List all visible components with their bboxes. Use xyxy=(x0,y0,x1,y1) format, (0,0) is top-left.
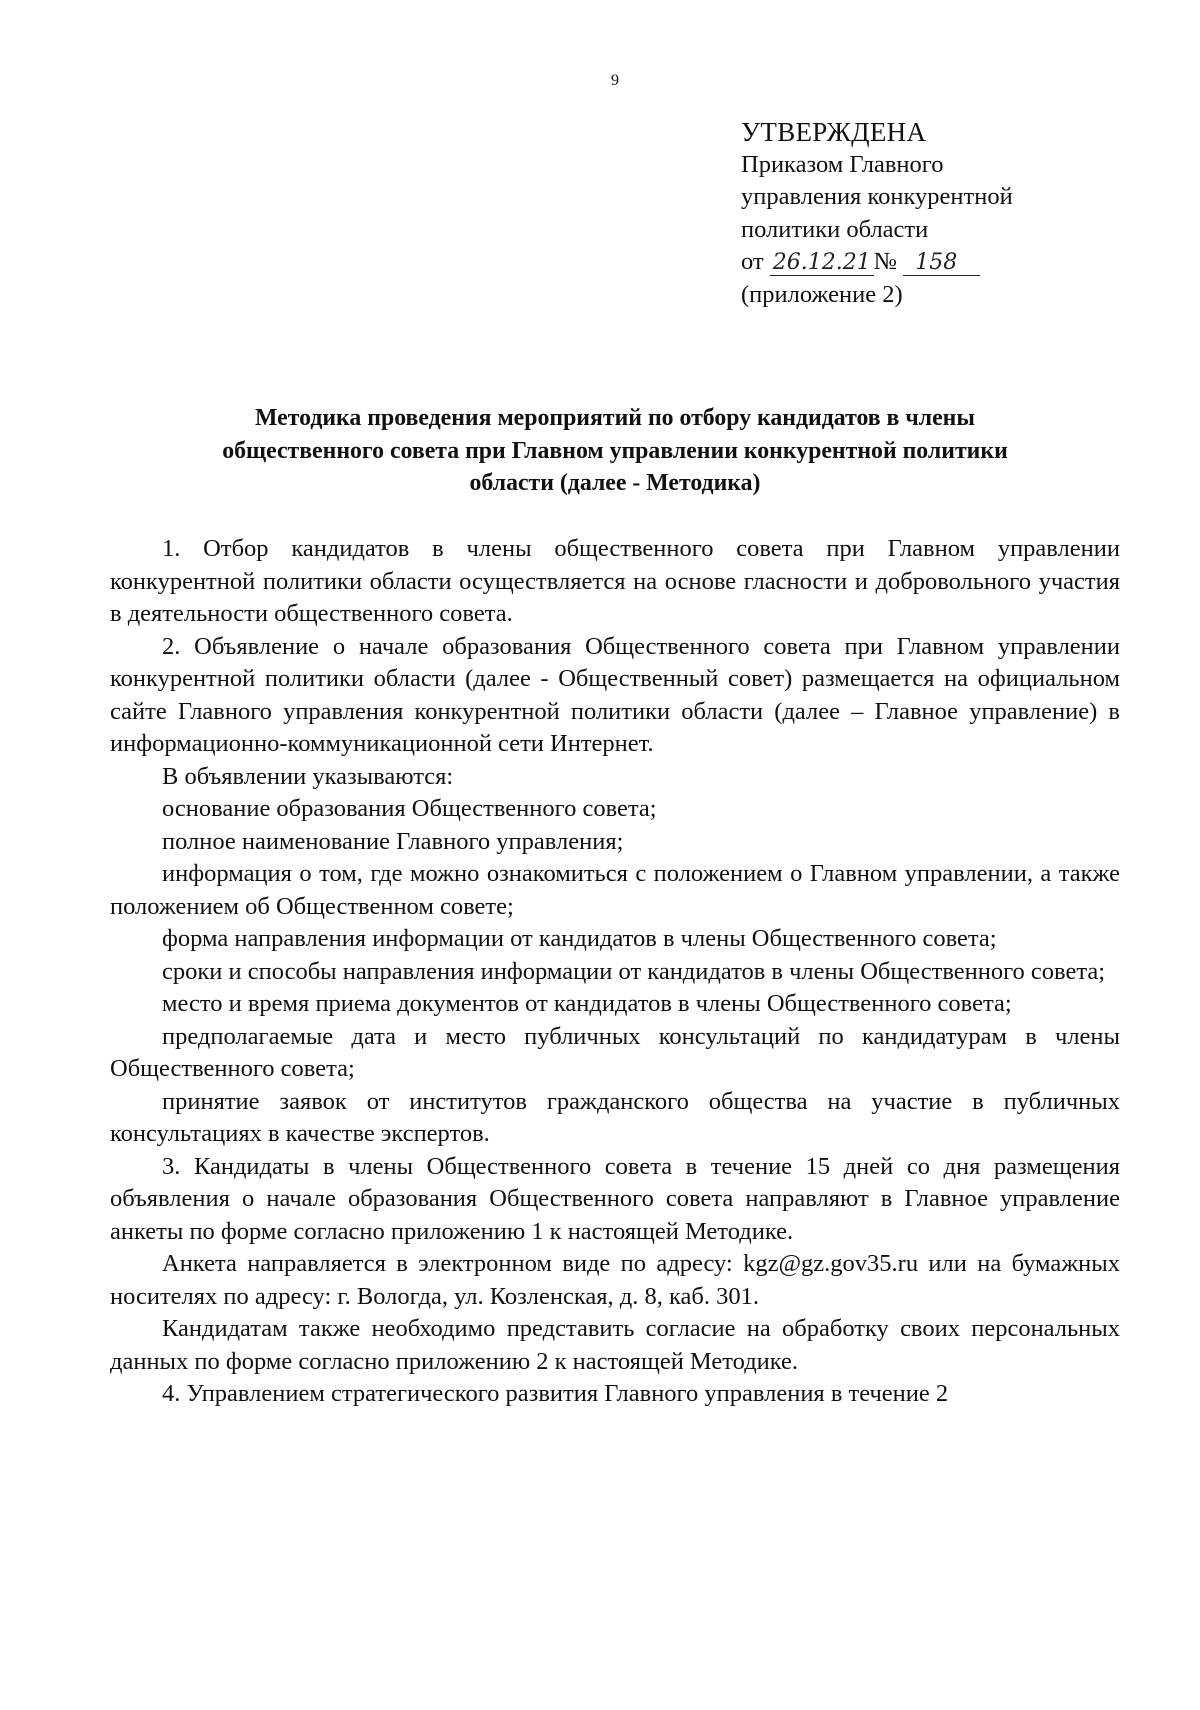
list-item: информация о том, где можно ознакомиться с положением о Главном управлении, а также положением об Общественном совете; xyxy=(110,860,1120,920)
paragraph: 1. Отбор кандидатов в члены общественного совета при Главном управлении конкурентной политики области осуществляется на основе гласности и добровольного участия в деятельности общественного совета. xyxy=(110,535,1120,627)
paragraph: 3. Кандидаты в члены Общественного совета в течение 15 дней со дня размещения объявления о начале образования Общественного совета направляют в Главное управление анкеты по форме согласно приложению 1 к настоящей Методике. xyxy=(110,1152,1120,1245)
approval-line: управления конкурентной xyxy=(741,183,1013,210)
list-item: место и время приема документов от кандидатов в члены Общественного совета; xyxy=(162,990,1012,1017)
list-item: предполагаемые дата и место публичных консультаций по кандидатурам в члены Общественного совета; xyxy=(110,1022,1120,1082)
paragraph: Анкета направляется в электронном виде по адресу: kgz@gz.gov35.ru или на бумажных носителях по адресу: г. Вологда, ул. Козленская, д. 8, каб. 301. xyxy=(110,1250,1120,1310)
approval-date-line xyxy=(741,246,1121,279)
approval-appendix: (приложение 2) xyxy=(741,280,903,308)
number-prefix: № xyxy=(873,248,898,275)
list-item: основание образования Общественного совета; xyxy=(162,795,657,822)
list-item: принятие заявок от институтов гражданского общества на участие в публичных консультациях в качестве экспертов. xyxy=(110,1087,1120,1147)
document-body xyxy=(110,533,1120,1411)
title-line: Методика проведения мероприятий по отбору кандидатов в члены xyxy=(255,405,975,431)
page-number: 9 xyxy=(611,72,619,89)
document-title xyxy=(110,402,1120,500)
list-item: форма направления информации от кандидатов в члены Общественного совета; xyxy=(162,925,997,952)
approval-stamp-block xyxy=(741,116,1121,311)
title-line: области (далее - Методика) xyxy=(469,470,761,496)
paragraph: 2. Объявление о начале образования Общественного совета при Главном управлении конкурентной политики области (далее - Общественный совет) размещается на официальном сайте Главного управления конкурентной политики области (далее – Главное управление) в информационно-коммуникационной сети Интернет. xyxy=(110,632,1120,757)
handwritten-date: 26.12.21 xyxy=(770,251,874,276)
paragraph: 4. Управлением стратегического развития Главного управления в течение 2 xyxy=(162,1380,949,1407)
handwritten-number: 158 xyxy=(903,251,980,276)
paragraph: В объявлении указываются: xyxy=(162,762,454,790)
title-line: общественного совета при Главном управлении конкурентной политики xyxy=(222,437,1008,464)
paragraph: Кандидатам также необходимо представить согласие на обработку своих персональных данных по форме согласно приложению 2 к настоящей Методике. xyxy=(110,1315,1120,1375)
approval-line: Приказом Главного xyxy=(741,150,944,178)
list-item: сроки и способы направления информации от кандидатов в члены Общественного совета; xyxy=(162,957,1106,985)
approval-heading: УТВЕРЖДЕНА xyxy=(741,117,927,147)
date-prefix: от xyxy=(741,248,764,275)
approval-line: политики области xyxy=(741,215,929,243)
list-item: полное наименование Главного управления; xyxy=(162,827,624,855)
